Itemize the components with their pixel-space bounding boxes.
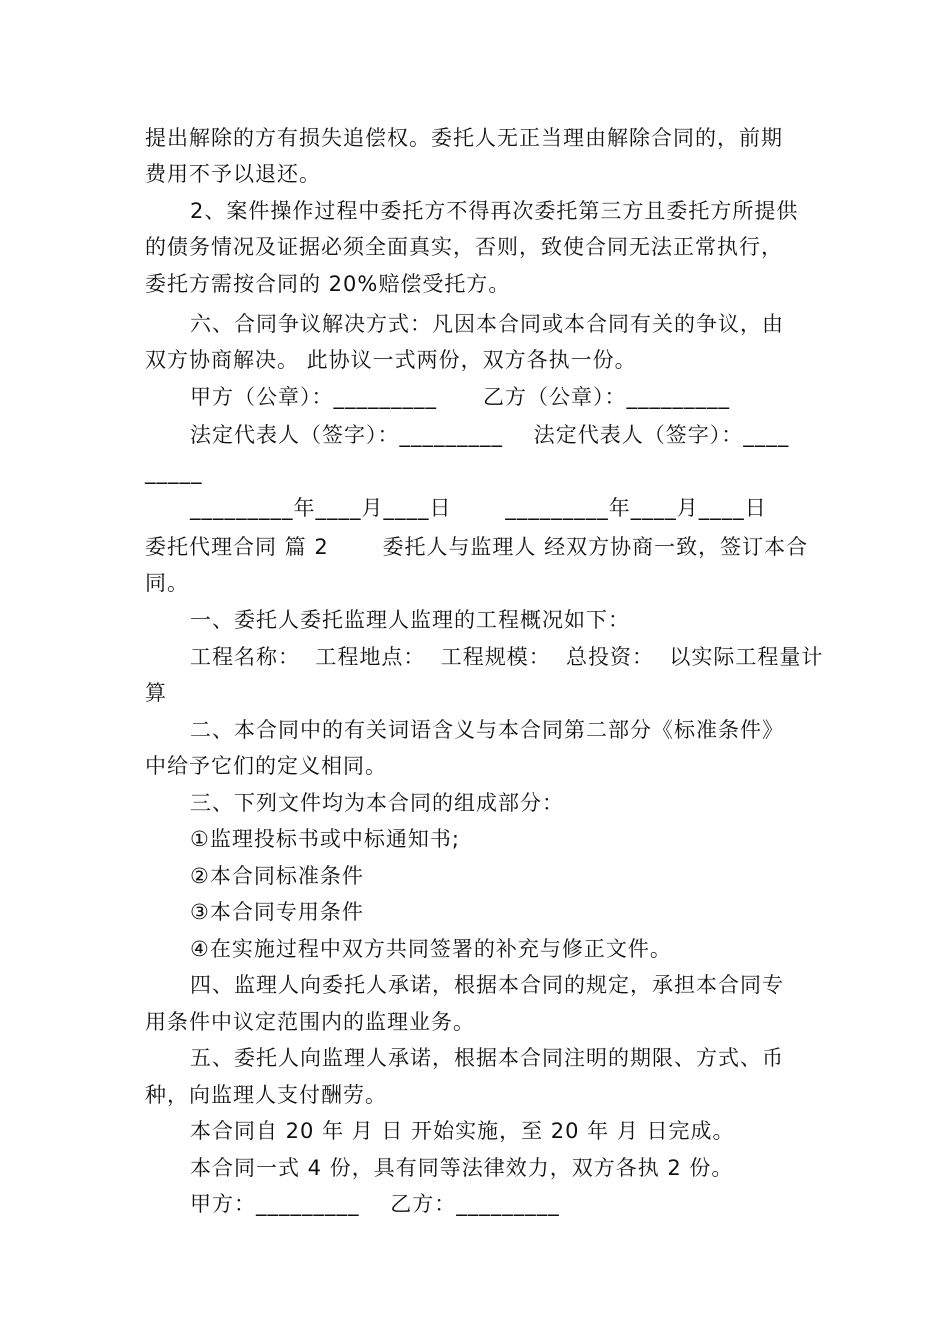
text-line: 双方协商解决。 此协议一式两份，双方各执一份。: [145, 348, 637, 372]
section-heading: 委托代理合同 篇 2 委托人与监理人 经双方协商一致，签订本合: [145, 535, 809, 559]
text-line: 五、委托人向监理人承诺，根据本合同注明的期限、方式、币: [190, 1046, 784, 1070]
text-line: 委托方需按合同的 20%赔偿受托方。: [145, 272, 511, 296]
list-item: ④在实施过程中双方共同签署的补充与修正文件。: [190, 937, 672, 961]
text-line: 种，向监理人支付酬劳。: [145, 1083, 387, 1107]
text-line: 四、监理人向委托人承诺，根据本合同的规定，承担本合同专: [190, 973, 784, 997]
text-line: 中给予它们的定义相同。: [145, 754, 387, 778]
text-line: 二、本合同中的有关词语含义与本合同第二部分《标准条件》: [190, 718, 784, 742]
text-line: 同。: [145, 571, 189, 595]
text-line: _____: [145, 460, 203, 484]
text-line: 本合同一式 4 份，具有同等法律效力，双方各执 2 份。: [190, 1156, 734, 1180]
list-item: ①监理投标书或中标通知书;: [190, 827, 460, 851]
text-line: 六、合同争议解决方式：凡因本合同或本合同有关的争议，由: [190, 312, 784, 336]
text-line: 的债务情况及证据必须全面真实，否则，致使合同无法正常执行，: [145, 235, 783, 259]
text-line: 2、案件操作过程中委托方不得再次委托第三方且委托方所提供: [190, 199, 799, 223]
text-line: 算: [145, 681, 167, 705]
text-line: 用条件中议定范围内的监理业务。: [145, 1010, 475, 1034]
text-line: 本合同自 20 年 月 日 开始实施，至 20 年 月 日完成。: [190, 1119, 735, 1143]
text-line: 三、下列文件均为本合同的组成部分：: [190, 791, 564, 815]
list-item: ③本合同专用条件: [190, 900, 364, 924]
signature-line-parties: 甲方：_________ 乙方：_________: [190, 1192, 560, 1216]
text-line: 费用不予以退还。: [145, 162, 321, 186]
signature-line-representative: 法定代表人（签字）：_________ 法定代表人（签字）：____: [190, 423, 790, 447]
text-line: 提出解除的方有损失追偿权。委托人无正当理由解除合同的，前期: [145, 126, 783, 150]
date-line: _________年____月____日 _________年____月____日: [190, 496, 767, 520]
text-line: 工程名称： 工程地点： 工程规模： 总投资： 以实际工程量计: [190, 645, 824, 669]
list-item: ②本合同标准条件: [190, 864, 364, 888]
text-line: 一、委托人委托监理人监理的工程概况如下：: [190, 608, 630, 632]
signature-line-seal: 甲方（公章）：_________ 乙方（公章）：_________: [190, 385, 731, 409]
